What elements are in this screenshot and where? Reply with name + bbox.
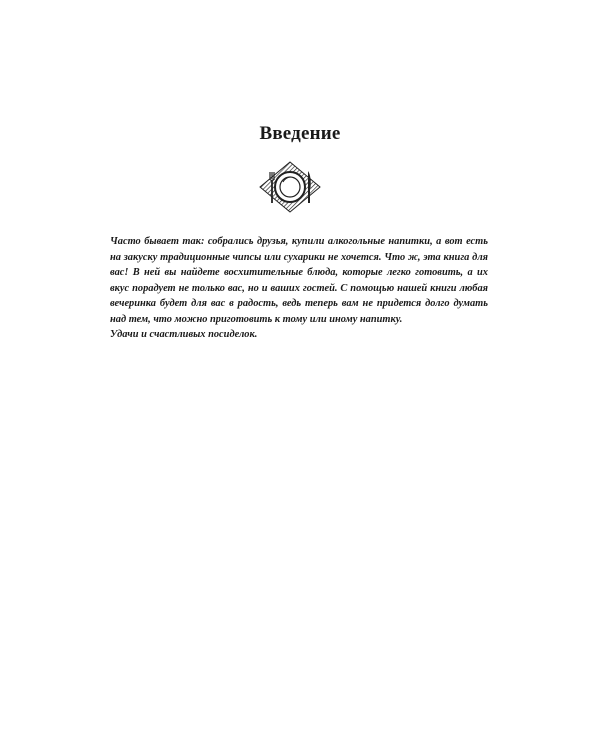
page-title: Введение [259,123,341,144]
intro-paragraph: Часто бывает так: собрались друзья, купили алкогольные напитки, а вот есть на закуску традиционные чипсы или сухарики не хочется. Что ж, эта книга для вас! В ней вы найдете восхитительные блюда, которые легко готовить, а их вкус порадует не только вас, но и ваших гостей. С помощью нашей книги любая вечеринка будет для вас в радость, ведь теперь вам не придется долго думать над тем, что можно приготовить к тому или иному напитку. [110,236,488,325]
closing-line: Удачи и счастливых посиделок. [110,329,258,340]
intro-text [110,234,488,343]
plate-with-fork-and-knife-icon [258,160,322,214]
